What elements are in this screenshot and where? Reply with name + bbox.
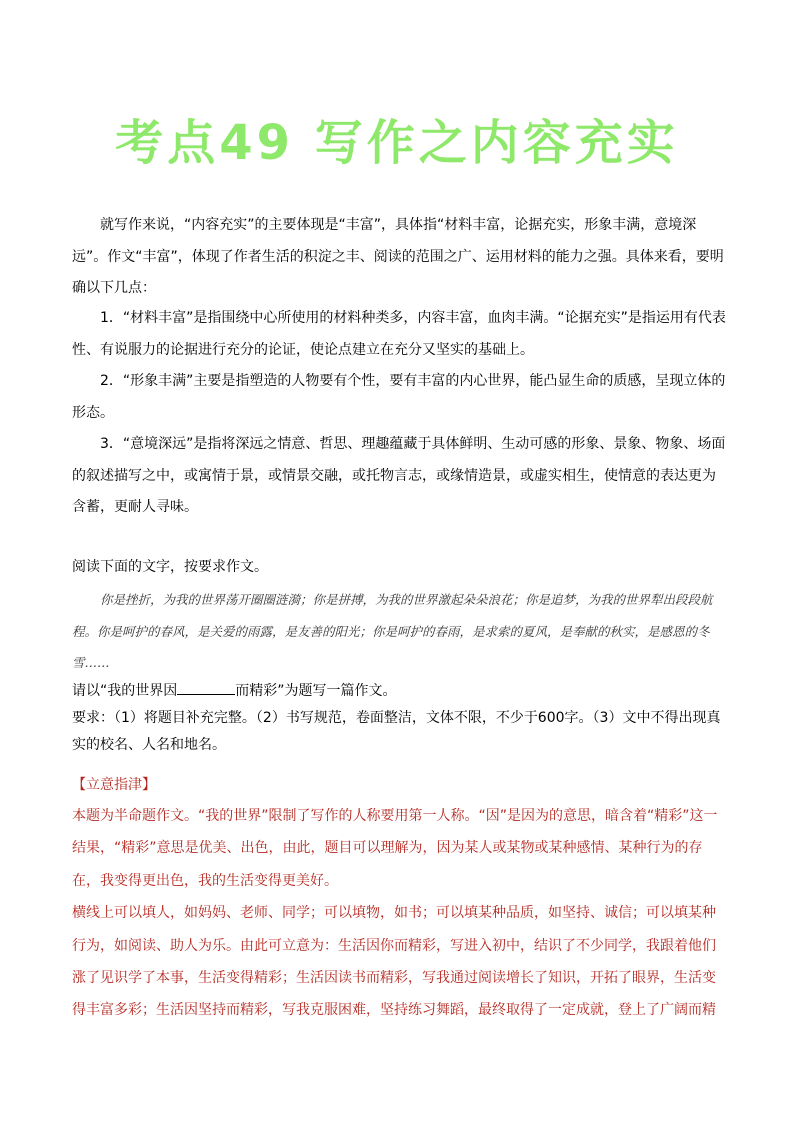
- section-header: 【立意指津】: [72, 777, 156, 793]
- key-points: [72, 303, 727, 524]
- prompt-before: 请以“我的世界因: [72, 683, 178, 699]
- point-2: 2．“形象丰满”主要是指塑造的人物要有个性，要有丰富的内心世界，能凸显生命的质感，呈现立体的形态。: [72, 373, 726, 421]
- task-instruction: 阅读下面的文字，按要求作文。: [72, 559, 268, 575]
- point-3: 3．“意境深远”是指将深远之情意、哲思、理趣蕴藏于具体鲜明、生动可感的形象、景象、物象、场面的叙述描写之中，或寓情于景，或情景交融，或托物言志，或缘情造景，或虚实相生，使情意的表达更为含蓄，更耐人寻味。: [72, 436, 726, 515]
- title-blank: [177, 680, 235, 695]
- guide-paragraph-1: 本题为半命题作文。“我的世界”限制了写作的人称要用第一人称。“因”是因为的意思，暗含着“精彩”这一结果，“精彩”意思是优美、出色，由此，题目可以理解为，因为某人或某物或某种感情、某种行为的存在，我变得更出色，我的生活变得更美好。: [72, 808, 718, 889]
- requirements: 要求：（1）将题目补充完整。（2）书写规范，卷面整洁，文体不限，不少于600字。（3）文中不得出现真实的校名、人名和地名。: [72, 710, 721, 753]
- guide-paragraph-2: 横线上可以填人，如妈妈、老师、同学；可以填物，如书；可以填某种品质，如坚持、诚信；可以填某种行为，如阅读、助人为乐。由此可立意为：生活因你而精彩，写进入初中，结识了不少同学，我跟着他们涨了见识学了本事，生活变得精彩；生活因读书而精彩，写我通过阅读增长了知识，开拓了眼界，生活变得丰富多彩；生活因坚持而精彩，写我克服困难，坚持练习舞蹈，最终取得了一定成就，登上了广阔而精: [72, 905, 716, 1019]
- intro-section: [72, 210, 727, 305]
- intro-paragraph: 就写作来说，“内容充实”的主要体现是“丰富”，具体指“材料丰富，论据充实，形象丰满，意境深远”。作文“丰富”，体现了作者生活的积淀之丰、阅读的范围之广、运用材料的能力之强。具体来看，要明确以下几点：: [72, 217, 724, 296]
- prompt-line: [72, 678, 727, 705]
- guide-section: [72, 800, 727, 1027]
- reading-passage: 你是挫折，为我的世界荡开圈圈涟漪；你是拼搏，为我的世界激起朵朵浪花；你是追梦，为我的世界犁出段段航程。你是呵护的春风，是关爱的雨露，是友善的阳光；你是呵护的春雨，是求索的夏风，是奉献的秋实，是感恩的冬雪……: [72, 592, 713, 670]
- task-instruction-block: [72, 552, 727, 584]
- essay-prompt: [72, 678, 727, 759]
- prompt-after: 而精彩”为题写一篇作文。: [235, 683, 397, 699]
- point-1: 1．“材料丰富”是指围绕中心所使用的材料种类多，内容丰富，血肉丰满。“论据充实”是指运用有代表性、有说服力的论据进行充分的论证，使论点建立在充分又坚实的基础上。: [72, 310, 726, 358]
- page-title: 考点49 写作之内容充实: [115, 115, 679, 171]
